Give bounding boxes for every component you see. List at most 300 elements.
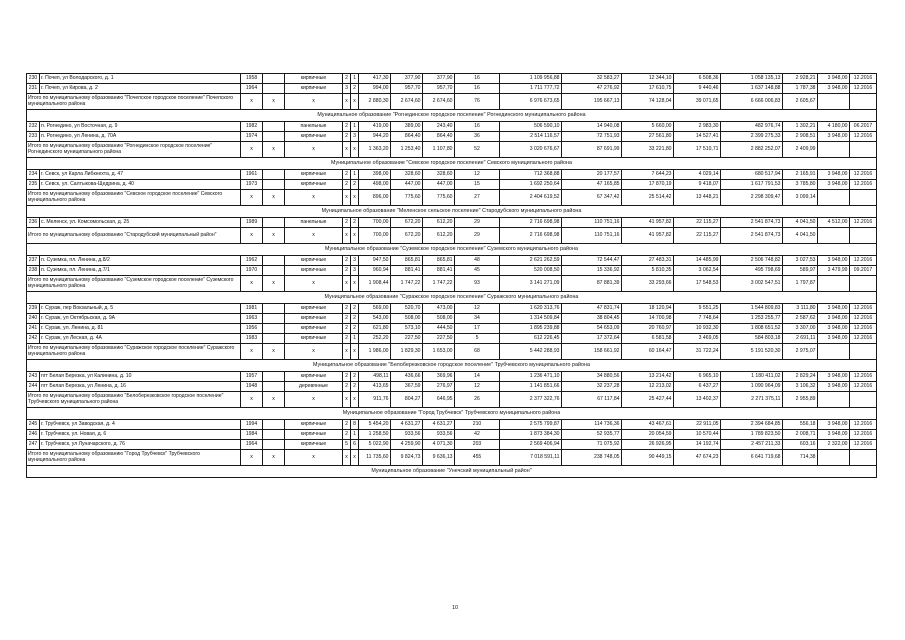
table-row [27, 420, 877, 430]
subtotal-x-cell: x [241, 276, 263, 292]
subtotal-cost-cell: 4 041,50 [783, 228, 818, 244]
subtotal-label: Итого по муниципальному образованию "Рогнединское городское поселение" Рогнединского муниципального района [27, 142, 241, 158]
subtotal-area-cell: 1 829,30 [391, 344, 423, 360]
entrances-cell: 1 [351, 430, 359, 440]
subtotal-cost-cell: 2 377 322,76 [500, 392, 562, 408]
subtotal-cost-cell: 17 510,71 [674, 142, 721, 158]
year-built-cell: 1974 [241, 132, 263, 142]
floors-cell: 2 [343, 74, 351, 84]
subtotal-area-cell: 804,27 [391, 392, 423, 408]
entrances-cell: 1 [351, 170, 359, 180]
commission-year-cell [263, 170, 285, 180]
deadline-cell: 09.2017 [850, 266, 877, 276]
total-area-cell: 543,00 [359, 314, 391, 324]
cost-municipal-cell: 4 029,14 [674, 170, 721, 180]
subtotal-area-cell: 1 908,44 [359, 276, 391, 292]
commission-year-cell [263, 420, 285, 430]
entrances-cell: 2 [351, 372, 359, 382]
cost-owners-cell: 2 506 748,82 [721, 256, 783, 266]
cost-fund-cell: 72 544,47 [562, 256, 622, 266]
subtotal-cost-cell: 6 641 719,68 [721, 450, 783, 466]
row-number-cell: 247 [27, 440, 40, 450]
cost-total-cell: 520 008,50 [500, 266, 562, 276]
residents-cell: 45 [455, 266, 500, 276]
commission-year-cell [263, 122, 285, 132]
subtotal-x-cell: x [351, 94, 359, 110]
floors-cell: 2 [343, 430, 351, 440]
year-built-cell: 1973 [241, 180, 263, 190]
subtotal-x-cell: x [351, 450, 359, 466]
unit-cost-cell: 4 041,50 [783, 218, 818, 228]
cost-region-cell: 27 483,31 [622, 256, 674, 266]
subtotal-cost-cell: 2 271 375,11 [721, 392, 783, 408]
table-row [27, 74, 877, 84]
subtotal-cost-cell: 2 882 252,07 [721, 142, 783, 158]
subtotal-cost-cell: 714,38 [783, 450, 818, 466]
row-number-cell: 241 [27, 324, 40, 334]
subtotal-residents-cell: 93 [455, 276, 500, 292]
commission-year-cell [263, 334, 285, 344]
table-row [27, 324, 877, 334]
subtotal-cost-cell: 13 448,21 [674, 190, 721, 206]
subtotal-cost-cell: 31 722,24 [674, 344, 721, 360]
residential-area-cell: 933,56 [423, 430, 455, 440]
subtotal-x-cell: x [241, 344, 263, 360]
residents-cell: 36 [455, 132, 500, 142]
deadline-cell: 12.2016 [850, 324, 877, 334]
cost-owners-cell: 495 798,69 [721, 266, 783, 276]
total-area-cell: 419,00 [359, 122, 391, 132]
commission-year-cell [263, 84, 285, 94]
subtotal-label: Итого по муниципальному образованию "Почепское городское поселение" Почепского муниципального района [27, 94, 241, 110]
section-header-row [27, 408, 877, 420]
cost-owners-cell: 2 457 211,33 [721, 440, 783, 450]
floors-cell: 2 [343, 324, 351, 334]
area-cell: 377,90 [391, 74, 423, 84]
row-number-cell: 234 [27, 170, 40, 180]
subtotal-x-cell: x [263, 190, 285, 206]
wall-material-cell: кирпичные [285, 440, 343, 450]
subtotal-x-cell: x [285, 142, 343, 158]
empty-cell [850, 190, 877, 206]
subtotal-area-cell: 2 880,30 [359, 94, 391, 110]
unit-cost-cell: 2 165,91 [783, 170, 818, 180]
empty-cell [818, 190, 850, 206]
wall-material-cell: панельные [285, 218, 343, 228]
entrances-cell: 6 [351, 440, 359, 450]
subtotal-cost-cell: 41 957,82 [622, 228, 674, 244]
address-cell: г. Трубчевск, ул Луначарского, д. 76 [40, 440, 241, 450]
residential-area-cell: 865,81 [423, 256, 455, 266]
section-title: Муниципальное образование "Унечский муниципальный район" [27, 466, 877, 478]
commission-year-cell [263, 304, 285, 314]
subtotal-x-cell: x [263, 228, 285, 244]
subtotal-cost-cell: 5 442 288,93 [500, 344, 562, 360]
entrances-cell: 2 [351, 382, 359, 392]
subtotal-cost-cell: 33 293,66 [622, 276, 674, 292]
subtotal-x-cell: x [343, 190, 351, 206]
total-area-cell: 960,94 [359, 266, 391, 276]
table-row [27, 314, 877, 324]
residents-cell: 12 [455, 304, 500, 314]
section-header-row [27, 244, 877, 256]
wall-material-cell: кирпичные [285, 74, 343, 84]
address-cell: с. Меленск, ул. Комсомольская, д. 25 [40, 218, 241, 228]
unit-cost-cell: 1 302,21 [783, 122, 818, 132]
subtotal-x-cell: x [343, 94, 351, 110]
total-area-cell: 569,00 [359, 304, 391, 314]
address-cell: п. Рогнедино, ул Ленина, д. 70А [40, 132, 241, 142]
cost-owners-cell: 1 808 651,52 [721, 324, 783, 334]
subtotal-residents-cell: 76 [455, 94, 500, 110]
deadline-cell: 12.2016 [850, 218, 877, 228]
commission-year-cell [263, 324, 285, 334]
subtotal-x-cell: x [241, 392, 263, 408]
max-unit-cost-cell: 3 948,00 [818, 170, 850, 180]
subtotal-x-cell: x [351, 228, 359, 244]
wall-material-cell: кирпичные [285, 132, 343, 142]
subtotal-x-cell: x [285, 94, 343, 110]
table-row [27, 218, 877, 228]
cost-total-cell: 2 514 116,57 [500, 132, 562, 142]
residents-cell: 29 [455, 218, 500, 228]
row-number-cell: 246 [27, 430, 40, 440]
commission-year-cell [263, 256, 285, 266]
max-unit-cost-cell: 3 948,00 [818, 84, 850, 94]
cost-owners-cell: 1 180 411,02 [721, 372, 783, 382]
section-title: Муниципальное образование "Севское городское поселение" Севского муниципального района [27, 158, 877, 170]
subtotal-x-cell: x [263, 392, 285, 408]
total-area-cell: 1 258,50 [359, 430, 391, 440]
subtotal-x-cell: x [343, 142, 351, 158]
floors-cell: 2 [343, 180, 351, 190]
deadline-cell: 12.2016 [850, 372, 877, 382]
cost-municipal-cell: 22 911,05 [674, 420, 721, 430]
deadline-cell: 12.2016 [850, 132, 877, 142]
table-row [27, 256, 877, 266]
table-row [27, 372, 877, 382]
wall-material-cell: деревянные [285, 382, 343, 392]
residents-cell: 42 [455, 430, 500, 440]
empty-cell [850, 94, 877, 110]
subtotal-cost-cell: 47 674,23 [674, 450, 721, 466]
residential-area-cell: 864,40 [423, 132, 455, 142]
address-cell: г. Почеп, ул Кирова, д. 2 [40, 84, 241, 94]
cost-owners-cell: 1 090 964,09 [721, 382, 783, 392]
section-title: Муниципальное образование "Суземское городское поселение" Суземского муниципального района [27, 244, 877, 256]
address-cell: г. Севск, ул Карла Либкнехта, д. 47 [40, 170, 241, 180]
cost-owners-cell: 1 058 135,13 [721, 74, 783, 84]
residential-area-cell: 444,50 [423, 324, 455, 334]
address-cell: п. Суземка, пл. Ленина, д.8/2 [40, 256, 241, 266]
deadline-cell: 12.2016 [850, 170, 877, 180]
subtotal-cost-cell: 67 117,84 [562, 392, 622, 408]
deadline-cell: 12.2016 [850, 84, 877, 94]
cost-municipal-cell: 2 983,30 [674, 122, 721, 132]
table-row [27, 132, 877, 142]
cost-fund-cell: 32 583,27 [562, 74, 622, 84]
entrances-cell: 1 [351, 74, 359, 84]
address-cell: г. Сураж, ул Лесная, д. 4А [40, 334, 241, 344]
empty-cell [818, 344, 850, 360]
subtotal-cost-cell: 87 691,99 [562, 142, 622, 158]
subtotal-x-cell: x [263, 276, 285, 292]
commission-year-cell [263, 430, 285, 440]
cost-owners-cell: 482 976,74 [721, 122, 783, 132]
max-unit-cost-cell: 3 479,99 [818, 266, 850, 276]
residential-area-cell: 4 631,27 [423, 420, 455, 430]
subtotal-cost-cell: 39 071,65 [674, 94, 721, 110]
cost-total-cell: 2 575 799,87 [500, 420, 562, 430]
cost-fund-cell: 15 336,92 [562, 266, 622, 276]
total-area-cell: 700,00 [359, 218, 391, 228]
year-built-cell: 1989 [241, 218, 263, 228]
subtotal-x-cell: x [351, 392, 359, 408]
residential-area-cell: 508,00 [423, 314, 455, 324]
table-row [27, 180, 877, 190]
empty-cell [850, 344, 877, 360]
entrances-cell: 3 [351, 266, 359, 276]
max-unit-cost-cell: 4 512,00 [818, 218, 850, 228]
section-header-row [27, 360, 877, 372]
subtotal-x-cell: x [241, 190, 263, 206]
subtotal-label: Итого по муниципальному образованию "Стародубский муниципальный район" [27, 228, 241, 244]
residents-cell: 48 [455, 256, 500, 266]
cost-owners-cell: 2 541 874,73 [721, 218, 783, 228]
subtotal-cost-cell: 90 449,15 [622, 450, 674, 466]
cost-region-cell: 17 610,75 [622, 84, 674, 94]
subtotal-residents-cell: 29 [455, 228, 500, 244]
area-cell: 672,20 [391, 218, 423, 228]
entrances-cell: 3 [351, 132, 359, 142]
subtotal-area-cell: 9 824,73 [391, 450, 423, 466]
deadline-cell: 12.2016 [850, 420, 877, 430]
residential-area-cell: 447,00 [423, 180, 455, 190]
subtotal-label: Итого по муниципальному образованию "Город Трубчевск" Трубчевского муниципального района [27, 450, 241, 466]
row-number-cell: 236 [27, 218, 40, 228]
subtotal-area-cell: 646,95 [423, 392, 455, 408]
cost-municipal-cell: 3 469,05 [674, 334, 721, 344]
cost-owners-cell: 1 789 823,50 [721, 430, 783, 440]
cost-fund-cell: 110 751,16 [562, 218, 622, 228]
year-built-cell: 1984 [241, 430, 263, 440]
wall-material-cell: кирпичные [285, 372, 343, 382]
unit-cost-cell: 2 928,21 [783, 74, 818, 84]
total-area-cell: 498,00 [359, 180, 391, 190]
commission-year-cell [263, 132, 285, 142]
cost-region-cell: 18 120,94 [622, 304, 674, 314]
cost-region-cell: 5 810,35 [622, 266, 674, 276]
row-number-cell: 238 [27, 266, 40, 276]
area-cell: 4 259,90 [391, 440, 423, 450]
residents-cell: 17 [455, 324, 500, 334]
subtotal-row [27, 190, 877, 206]
max-unit-cost-cell: 3 948,00 [818, 180, 850, 190]
year-built-cell: 1956 [241, 324, 263, 334]
table-row [27, 440, 877, 450]
cost-region-cell: 13 214,42 [622, 372, 674, 382]
subtotal-cost-cell: 3 141 271,09 [500, 276, 562, 292]
empty-cell [850, 392, 877, 408]
wall-material-cell: кирпичные [285, 256, 343, 266]
wall-material-cell: кирпичные [285, 84, 343, 94]
area-cell: 957,70 [391, 84, 423, 94]
entrances-cell: 2 [351, 304, 359, 314]
section-header-row [27, 158, 877, 170]
cost-total-cell: 712 368,88 [500, 170, 562, 180]
unit-cost-cell: 3 785,80 [783, 180, 818, 190]
subtotal-cost-cell: 67 347,42 [562, 190, 622, 206]
cost-owners-cell: 1 544 809,83 [721, 304, 783, 314]
commission-year-cell [263, 440, 285, 450]
subtotal-x-cell: x [285, 450, 343, 466]
year-built-cell: 1958 [241, 74, 263, 84]
cost-owners-cell: 584 803,18 [721, 334, 783, 344]
floors-cell: 3 [343, 84, 351, 94]
section-header-row [27, 292, 877, 304]
residential-area-cell: 957,70 [423, 84, 455, 94]
total-area-cell: 621,80 [359, 324, 391, 334]
row-number-cell: 232 [27, 122, 40, 132]
table-row [27, 304, 877, 314]
cost-region-cell: 41 957,82 [622, 218, 674, 228]
subtotal-cost-cell: 2 605,67 [783, 94, 818, 110]
deadline-cell: 12.2016 [850, 382, 877, 392]
table-row [27, 84, 877, 94]
subtotal-label: Итого по муниципальному образованию "Суземское городское поселение" Суземского муниципального района [27, 276, 241, 292]
cost-fund-cell: 72 751,93 [562, 132, 622, 142]
cost-total-cell: 1 620 313,76 [500, 304, 562, 314]
area-cell: 4 631,27 [391, 420, 423, 430]
subtotal-area-cell: 896,00 [359, 190, 391, 206]
deadline-cell: 12.2016 [850, 74, 877, 84]
cost-total-cell: 1 141 851,66 [500, 382, 562, 392]
subtotal-x-cell: x [351, 190, 359, 206]
cost-owners-cell: 680 517,94 [721, 170, 783, 180]
subtotal-x-cell: x [285, 190, 343, 206]
address-cell: пгт Белая Березка, ул Калинина, д. 10 [40, 372, 241, 382]
cost-municipal-cell: 10 570,44 [674, 430, 721, 440]
cost-total-cell: 1 711 777,72 [500, 84, 562, 94]
address-cell: п. Суземка, пл. Ленина, д.7/1 [40, 266, 241, 276]
unit-cost-cell: 2 829,24 [783, 372, 818, 382]
area-cell: 865,81 [391, 256, 423, 266]
cost-total-cell: 1 895 239,88 [500, 324, 562, 334]
deadline-cell: 12.2016 [850, 304, 877, 314]
address-cell: г. Трубчевск, ул Заводская, д. 4 [40, 420, 241, 430]
area-cell: 864,40 [391, 132, 423, 142]
subtotal-area-cell: 775,60 [423, 190, 455, 206]
cost-municipal-cell: 14 527,41 [674, 132, 721, 142]
wall-material-cell: кирпичные [285, 420, 343, 430]
cost-fund-cell: 14 940,08 [562, 122, 622, 132]
section-header-row [27, 206, 877, 218]
subtotal-cost-cell: 3 099,14 [783, 190, 818, 206]
row-number-cell: 239 [27, 304, 40, 314]
empty-cell [818, 276, 850, 292]
floors-cell: 2 [343, 334, 351, 344]
subtotal-cost-cell: 74 128,04 [622, 94, 674, 110]
wall-material-cell: кирпичные [285, 334, 343, 344]
deadline-cell: 12.2016 [850, 334, 877, 344]
deadline-cell: 12.2016 [850, 440, 877, 450]
empty-cell [818, 228, 850, 244]
subtotal-x-cell: x [343, 276, 351, 292]
unit-cost-cell: 3 027,53 [783, 256, 818, 266]
subtotal-area-cell: 1 653,00 [423, 344, 455, 360]
subtotal-x-cell: x [343, 450, 351, 466]
subtotal-cost-cell: 33 221,80 [622, 142, 674, 158]
subtotal-x-cell: x [351, 142, 359, 158]
subtotal-x-cell: x [263, 142, 285, 158]
subtotal-x-cell: x [263, 450, 285, 466]
subtotal-area-cell: 1 253,40 [391, 142, 423, 158]
subtotal-x-cell: x [263, 344, 285, 360]
max-unit-cost-cell: 3 948,00 [818, 256, 850, 266]
total-area-cell: 944,20 [359, 132, 391, 142]
empty-cell [818, 450, 850, 466]
floors-cell: 2 [343, 122, 351, 132]
cost-region-cell: 26 926,95 [622, 440, 674, 450]
unit-cost-cell: 2 691,11 [783, 334, 818, 344]
area-cell: 447,00 [391, 180, 423, 190]
address-cell: г. Сураж, ул Октябрьская, д. 9А [40, 314, 241, 324]
subtotal-x-cell: x [285, 392, 343, 408]
wall-material-cell: панельные [285, 122, 343, 132]
max-unit-cost-cell: 4 180,00 [818, 122, 850, 132]
cost-region-cell: 14 700,98 [622, 314, 674, 324]
subtotal-row [27, 94, 877, 110]
wall-material-cell: кирпичные [285, 324, 343, 334]
residents-cell: 12 [455, 382, 500, 392]
cost-total-cell: 1 873 384,30 [500, 430, 562, 440]
subtotal-label: Итого по муниципальному образованию "Суражское городское поселение" Суражского муниципального района [27, 344, 241, 360]
area-cell: 367,59 [391, 382, 423, 392]
capital-repair-table [26, 73, 877, 478]
subtotal-x-cell: x [343, 392, 351, 408]
subtotal-cost-cell: 25 427,44 [622, 392, 674, 408]
entrances-cell: 3 [351, 256, 359, 266]
unit-cost-cell: 3 111,80 [783, 304, 818, 314]
table-row [27, 334, 877, 344]
deadline-cell: 06.2017 [850, 122, 877, 132]
year-built-cell: 1962 [241, 256, 263, 266]
cost-fund-cell: 114 736,36 [562, 420, 622, 430]
table-row [27, 122, 877, 132]
cost-total-cell: 612 226,45 [500, 334, 562, 344]
unit-cost-cell: 1 787,38 [783, 84, 818, 94]
subtotal-cost-cell: 1 797,87 [783, 276, 818, 292]
subtotal-residents-cell: 455 [455, 450, 500, 466]
subtotal-cost-cell: 17 548,53 [674, 276, 721, 292]
row-number-cell: 233 [27, 132, 40, 142]
cost-fund-cell: 71 075,92 [562, 440, 622, 450]
deadline-cell: 12.2016 [850, 256, 877, 266]
row-number-cell: 235 [27, 180, 40, 190]
subtotal-x-cell: x [343, 344, 351, 360]
area-cell: 389,00 [391, 122, 423, 132]
cost-total-cell: 1 692 250,64 [500, 180, 562, 190]
year-built-cell: 1963 [241, 314, 263, 324]
cost-total-cell: 2 569 406,94 [500, 440, 562, 450]
subtotal-x-cell: x [241, 142, 263, 158]
subtotal-cost-cell: 2 716 698,98 [500, 228, 562, 244]
address-cell: г. Севск, ул. Салтыкова-Щедрина, д. 40 [40, 180, 241, 190]
subtotal-row [27, 276, 877, 292]
total-area-cell: 498,11 [359, 372, 391, 382]
empty-cell [850, 228, 877, 244]
unit-cost-cell: 556,18 [783, 420, 818, 430]
